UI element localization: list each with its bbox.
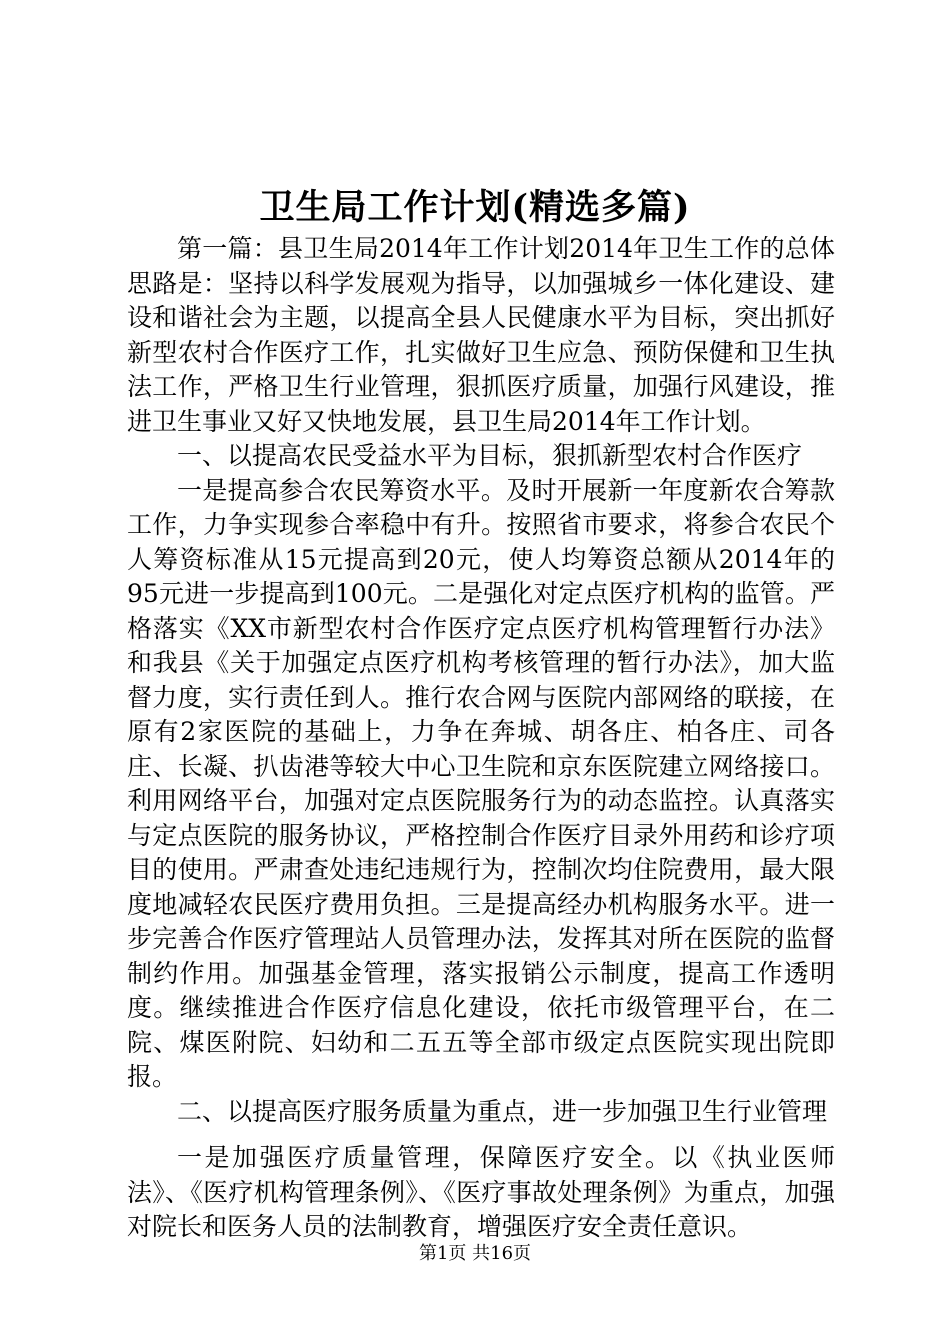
paragraph-section-2: 一是加强医疗质量管理，保障医疗安全。以《执业医师法》、《医疗机构管理条例》、《医疗事故处理条例》为重点，加强对院长和医务人员的法制教育，增强医疗安全责任意识。 xyxy=(127,1143,835,1241)
document-body xyxy=(127,232,835,1245)
paragraph-section-1: 一是提高参合农民筹资水平。及时开展新一年度新农合筹款工作，力争实现参合率稳中有升。按照省市要求，将参合农民个人筹资标准从15元提高到20元，使人均筹资总额从2014年的95元进一步提高到100元。二是强化对定点医疗机构的监管。严格落实《XX市新型农村合作医疗定点医疗机构管理暂行办法》和我县《关于加强定点医疗机构考核管理的暂行办法》，加大监督力度，实行责任到人。推行农合网与医院内部网络的联接，在原有2家医院的基础上，力争在奔城、胡各庄、柏各庄、司各庄、长凝、扒齿港等较大中心卫生院和京东医院建立网络接口。利用网络平台，加强对定点医院服务行为的动态监控。认真落实与定点医院的服务协议，严格控制合作医疗目录外用药和诊疗项目的使用。严肃查处违纪违规行为，控制次均住院费用，最大限度地减轻农民医疗费用负担。三是提高经办机构服务水平。进一步完善合作医疗管理站人员管理办法，发挥其对所在医院的监督制约作用。加强基金管理，落实报销公示制度，提高工作透明度。继续推进合作医疗信息化建设，依托市级管理平台，在二院、煤医附院、妇幼和二五五等全部市级定点医院实现出院即报。 xyxy=(127,475,835,1091)
section-heading-2: 二、以提高医疗服务质量为重点，进一步加强卫生行业管理 xyxy=(177,1096,828,1126)
page-footer: 第1页 共16页 xyxy=(418,1243,532,1264)
paragraph-intro: 第一篇：县卫生局2014年工作计划2014年卫生工作的总体思路是：坚持以科学发展观为指导，以加强城乡一体化建设、建设和谐社会为主题，以提高全县人民健康水平为目标，突出抓好新型农村合作医疗工作，扎实做好卫生应急、预防保健和卫生执法工作，严格卫生行业管理，狠抓医疗质量，加强行风建设，推进卫生事业又好又快地发展，县卫生局2014年工作计划。 xyxy=(127,234,835,436)
document-title: 卫生局工作计划(精选多篇) xyxy=(259,187,691,228)
section-heading-1: 一、以提高农民受益水平为目标，狠抓新型农村合作医疗 xyxy=(177,441,803,470)
